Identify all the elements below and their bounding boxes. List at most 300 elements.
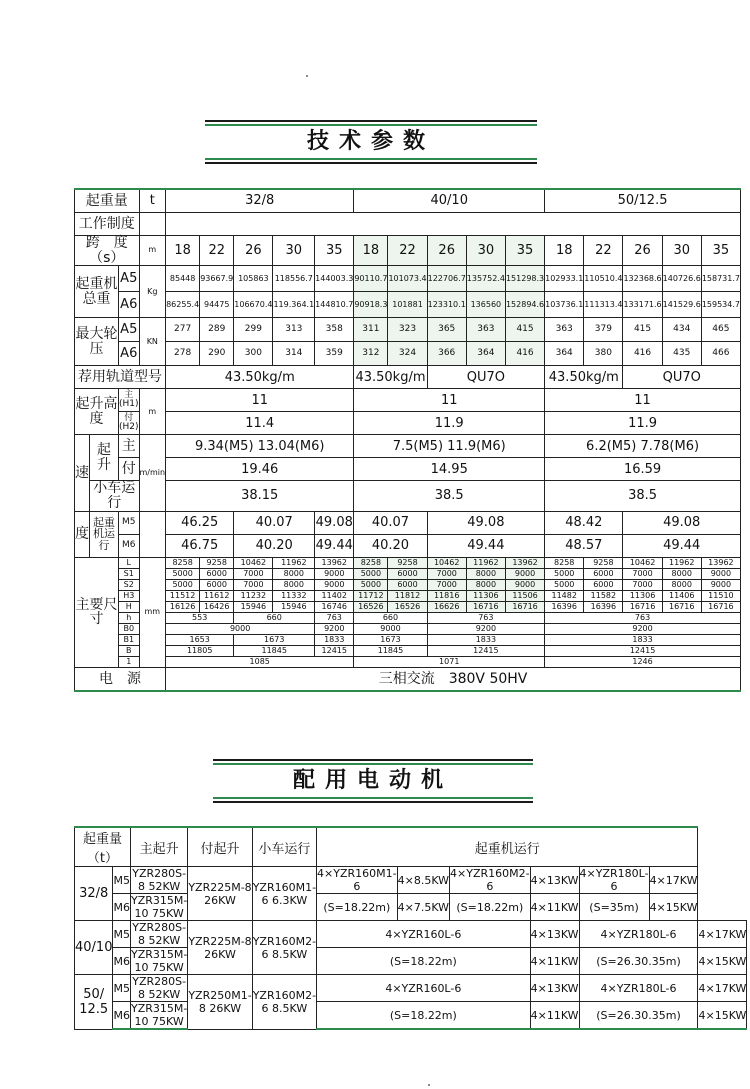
crane-power: 4×15KW bbox=[649, 894, 698, 921]
unit-m: m bbox=[139, 236, 166, 266]
dim-l-value: 11962 bbox=[662, 557, 701, 568]
trolley-value: 38.15 bbox=[166, 481, 354, 511]
header-lifting: 起重量 bbox=[75, 189, 140, 213]
dim-s1-value: 9000 bbox=[315, 568, 354, 579]
dims-label: 主要尺寸 bbox=[75, 557, 119, 667]
main-motor: YZR280S-8 52KW bbox=[132, 975, 187, 1001]
dim-l-value: 9258 bbox=[388, 557, 427, 568]
dim-s1-value: 7000 bbox=[623, 568, 662, 579]
dim-s1-value: 5000 bbox=[354, 568, 388, 579]
dim-s2-value: 9000 bbox=[315, 579, 354, 590]
dim-s1-value: 6000 bbox=[584, 568, 623, 579]
lift-main-value: 7.5(M5) 11.9(M6) bbox=[354, 435, 545, 458]
dim-hh-value: 16526 bbox=[388, 601, 427, 612]
dim-s1-value: 5000 bbox=[545, 568, 584, 579]
dim-hh-value: 16716 bbox=[466, 601, 505, 612]
weight-label: 起重机总重 bbox=[75, 266, 119, 318]
wheel-load-value: 466 bbox=[701, 342, 740, 366]
dim-b1-value: 1833 bbox=[315, 634, 354, 645]
wheel-load-value: 379 bbox=[584, 318, 623, 342]
crane-m5-value: 40.07 bbox=[234, 511, 315, 534]
weight-value: 119.364.1 bbox=[273, 292, 315, 318]
span-value: 30 bbox=[466, 236, 505, 266]
dim-l-value: 11962 bbox=[273, 557, 315, 568]
span-value: 26 bbox=[427, 236, 466, 266]
speed-label-1: 速 bbox=[75, 435, 90, 511]
m5-label: M5 bbox=[119, 511, 140, 534]
weight-value: 159534.7 bbox=[701, 292, 740, 318]
crane-m5-value: 40.07 bbox=[354, 511, 427, 534]
crane-power: 4×11KW bbox=[530, 1002, 579, 1030]
weight-value: 141529.6 bbox=[662, 292, 701, 318]
dim-b-value: 11845 bbox=[354, 645, 427, 656]
dim-s2-value: 6000 bbox=[584, 579, 623, 590]
unit-mm: mm bbox=[139, 557, 166, 667]
dim-l-value: 10462 bbox=[427, 557, 466, 568]
weight-value: 122706.7 bbox=[427, 266, 466, 292]
wheel-load-value: 313 bbox=[273, 318, 315, 342]
weight-value: 136560 bbox=[466, 292, 505, 318]
main-motor: YZR315M-10 75KW bbox=[130, 948, 188, 974]
span-value: 26 bbox=[234, 236, 273, 266]
weight-value: 110510.4 bbox=[584, 266, 623, 292]
lift-aux-value: 14.95 bbox=[354, 458, 545, 481]
dim-h3-value: 11712 bbox=[354, 590, 388, 601]
weight-value: 86255.4 bbox=[166, 292, 200, 318]
dim-l-value: 8258 bbox=[166, 557, 200, 568]
dim-b1-value: 1833 bbox=[545, 634, 741, 645]
lift-main-label: 主 bbox=[119, 435, 140, 458]
wheel-load-value: 365 bbox=[427, 318, 466, 342]
header-trolley: 小车运行 bbox=[252, 827, 316, 867]
dim-l-value: 11962 bbox=[466, 557, 505, 568]
crane-motor: 4×YZR160M2-6 bbox=[450, 867, 530, 893]
dim-h3-value: 11482 bbox=[545, 590, 584, 601]
dim-hh-value: 16716 bbox=[701, 601, 740, 612]
dim-h3-value: 11306 bbox=[466, 590, 505, 601]
dim-h-value: 763 bbox=[545, 612, 741, 623]
m6-label: M6 bbox=[113, 948, 131, 975]
crane-m5-value: 49.08 bbox=[315, 511, 354, 534]
dim-b-value: 11845 bbox=[234, 645, 315, 656]
dim-s2-value: 7000 bbox=[234, 579, 273, 590]
dim-hh-value: 16396 bbox=[545, 601, 584, 612]
dim-s2-value: 5000 bbox=[166, 579, 200, 590]
dim-hh-value: 16716 bbox=[505, 601, 544, 612]
dim-b1-value: 1673 bbox=[234, 634, 315, 645]
crane-power: 4×17KW bbox=[698, 975, 747, 1002]
dim-b0-value: 9200 bbox=[545, 623, 741, 634]
weight-value: 93667.9 bbox=[200, 266, 234, 292]
h-main-value: 11 bbox=[545, 389, 741, 412]
dim-l-value: 13962 bbox=[505, 557, 544, 568]
dim-b0-value: 9200 bbox=[315, 623, 354, 634]
class-cell bbox=[75, 975, 113, 1030]
wheel-load-value: 363 bbox=[545, 318, 584, 342]
m6-label: M6 bbox=[113, 1002, 131, 1030]
dim-h3-value: 11406 bbox=[662, 590, 701, 601]
a6-label: A6 bbox=[119, 292, 140, 318]
crane-power: 4×11KW bbox=[530, 894, 579, 921]
rail-value: QU7O bbox=[623, 366, 741, 389]
a5-label: A5 bbox=[119, 266, 140, 292]
dim-h3-value: 11816 bbox=[427, 590, 466, 601]
dim-h3-value: 11232 bbox=[234, 590, 273, 601]
lift-aux-value: 19.46 bbox=[166, 458, 354, 481]
span-value: 18 bbox=[545, 236, 584, 266]
rail-value: QU7O bbox=[427, 366, 545, 389]
wheel-load-value: 324 bbox=[388, 342, 427, 366]
weight-value: 102933.1 bbox=[545, 266, 584, 292]
speed-label-2: 度 bbox=[75, 511, 90, 557]
wheel-load-value: 289 bbox=[200, 318, 234, 342]
crane-power: 4×15KW bbox=[698, 948, 747, 975]
wheel-load-value: 323 bbox=[388, 318, 427, 342]
crane-m5-value: 48.42 bbox=[545, 511, 623, 534]
weight-value: 140726.6 bbox=[662, 266, 701, 292]
weight-value: 158731.7 bbox=[701, 266, 740, 292]
h-main-value: 11 bbox=[354, 389, 545, 412]
dim-b-value: 12415 bbox=[545, 645, 741, 656]
wheel-load-value: 363 bbox=[466, 318, 505, 342]
span-value: 22 bbox=[200, 236, 234, 266]
aux-motor: YZR225M-8 26KW bbox=[188, 867, 252, 921]
dim-1-value: 1246 bbox=[545, 656, 741, 667]
dim-hh-value: 16746 bbox=[315, 601, 354, 612]
trolley-value: 38.5 bbox=[354, 481, 545, 511]
main-h-label: 主(H1) bbox=[119, 389, 140, 412]
dim-1-value: 1085 bbox=[166, 656, 354, 667]
dim-key: h bbox=[119, 612, 140, 623]
wheel-load-value: 465 bbox=[701, 318, 740, 342]
dim-1-value: 1071 bbox=[354, 656, 545, 667]
m6-label: M6 bbox=[119, 534, 140, 557]
motor-table bbox=[74, 826, 747, 1030]
a6-label: A6 bbox=[119, 342, 140, 366]
section-title: 配用电动机 bbox=[292, 768, 453, 793]
weight-value: 152894.6 bbox=[505, 292, 544, 318]
dim-s1-value: 9000 bbox=[701, 568, 740, 579]
m6-label: M6 bbox=[113, 894, 131, 921]
weight-value: 135752.4 bbox=[466, 266, 505, 292]
dim-h-value: 763 bbox=[315, 612, 354, 623]
dim-b0-value: 9000 bbox=[166, 623, 315, 634]
class-part: 50/ bbox=[83, 986, 105, 1002]
weight-value: 151298.3 bbox=[505, 266, 544, 292]
dim-h-value: 660 bbox=[234, 612, 315, 623]
dim-key: H3 bbox=[119, 590, 140, 601]
tech-params-table bbox=[74, 188, 741, 692]
crane-power: 4×13KW bbox=[530, 921, 579, 948]
wheel-load-value: 290 bbox=[200, 342, 234, 366]
m5-label: M5 bbox=[113, 867, 131, 894]
weight-value: 106670.4 bbox=[234, 292, 273, 318]
crane-power: 4×7.5KW bbox=[397, 894, 449, 921]
rail-value: 43.50kg/m bbox=[545, 366, 623, 389]
crane-m6-value: 40.20 bbox=[234, 534, 315, 557]
span-value: 35 bbox=[701, 236, 740, 266]
weight-value: 85448 bbox=[166, 266, 200, 292]
dim-s1-value: 7000 bbox=[234, 568, 273, 579]
crane-m5-value: 46.25 bbox=[166, 511, 234, 534]
span-value: 30 bbox=[662, 236, 701, 266]
dim-s2-value: 9000 bbox=[701, 579, 740, 590]
crane-power: 4×13KW bbox=[530, 975, 579, 1002]
span-value: 35 bbox=[505, 236, 544, 266]
h-aux-value: 11.9 bbox=[354, 412, 545, 435]
dim-s2-value: 8000 bbox=[273, 579, 315, 590]
header-aux: 付起升 bbox=[188, 827, 252, 867]
dim-hh-value: 16626 bbox=[427, 601, 466, 612]
wheel-load-value: 364 bbox=[545, 342, 584, 366]
speck bbox=[306, 75, 308, 77]
span-value: 30 bbox=[273, 236, 315, 266]
dim-s2-value: 9000 bbox=[505, 579, 544, 590]
dim-hh-value: 16396 bbox=[584, 601, 623, 612]
dim-l-value: 13962 bbox=[701, 557, 740, 568]
trolley-label: 小车运行 bbox=[90, 481, 140, 511]
weight-value: 101073.4 bbox=[388, 266, 427, 292]
speck bbox=[428, 1084, 430, 1086]
main-motor: YZR315M-10 75KW bbox=[130, 1002, 188, 1028]
span-value: 26 bbox=[623, 236, 662, 266]
wheel-load-value: 366 bbox=[427, 342, 466, 366]
dim-key: H bbox=[119, 601, 140, 612]
crane-m6-value: 46.75 bbox=[166, 534, 234, 557]
weight-value: 90110.7 bbox=[354, 266, 388, 292]
wheel-load-value: 300 bbox=[234, 342, 273, 366]
unit-m: m bbox=[139, 389, 166, 435]
weight-value: 144810.7 bbox=[315, 292, 354, 318]
span-label: 跨 度（s） bbox=[75, 236, 140, 266]
rail-value: 43.50kg/m bbox=[166, 366, 354, 389]
dim-s2-value: 6000 bbox=[200, 579, 234, 590]
lift-label: 起 升 bbox=[90, 435, 119, 481]
crane-m6-value: 40.20 bbox=[354, 534, 427, 557]
span-value: 35 bbox=[315, 236, 354, 266]
dim-b-value: 12415 bbox=[427, 645, 545, 656]
wheel-load-value: 416 bbox=[505, 342, 544, 366]
dim-hh-value: 16716 bbox=[623, 601, 662, 612]
h-aux-value: 11.9 bbox=[545, 412, 741, 435]
aux-motor: YZR225M-8 26KW bbox=[188, 921, 252, 975]
power-value: 三相交流 380V 50HV bbox=[166, 667, 741, 691]
dim-key: 1 bbox=[119, 656, 140, 667]
dim-s1-value: 9000 bbox=[505, 568, 544, 579]
dim-l-value: 8258 bbox=[545, 557, 584, 568]
weight-value: 105863 bbox=[234, 266, 273, 292]
dim-s1-value: 8000 bbox=[662, 568, 701, 579]
wheel-load-value: 358 bbox=[315, 318, 354, 342]
wheel-load-value: 299 bbox=[234, 318, 273, 342]
unit-t: t bbox=[139, 189, 166, 213]
weight-value: 123310.1 bbox=[427, 292, 466, 318]
weight-value: 144003.3 bbox=[315, 266, 354, 292]
dim-s1-value: 6000 bbox=[200, 568, 234, 579]
h-aux-value: 11.4 bbox=[166, 412, 354, 435]
wheel-load-value: 434 bbox=[662, 318, 701, 342]
dim-hh-value: 16126 bbox=[166, 601, 200, 612]
crane-motor: 4×YZR180L-6 bbox=[579, 921, 698, 948]
main-motor: YZR280S-8 52KW bbox=[132, 921, 187, 947]
dim-hh-value: 16426 bbox=[200, 601, 234, 612]
dim-s2-value: 7000 bbox=[427, 579, 466, 590]
dim-h3-value: 11332 bbox=[273, 590, 315, 601]
main-motor: YZR315M-10 75KW bbox=[130, 894, 188, 920]
dim-hh-value: 15946 bbox=[234, 601, 273, 612]
dim-key: B1 bbox=[119, 634, 140, 645]
dim-b1-value: 1833 bbox=[427, 634, 545, 645]
crane-power: 4×8.5KW bbox=[397, 867, 449, 894]
wheel-load-value: 416 bbox=[623, 342, 662, 366]
crane-label: 起重机运行 bbox=[90, 511, 119, 557]
aux-h-label: 付(H2) bbox=[119, 412, 140, 435]
dim-hh-value: 16526 bbox=[354, 601, 388, 612]
dim-h3-value: 11306 bbox=[623, 590, 662, 601]
class-50-12-5: 50/12.5 bbox=[545, 189, 741, 213]
weight-value: 132368.6 bbox=[623, 266, 662, 292]
dim-l-value: 8258 bbox=[354, 557, 388, 568]
aux-motor: YZR250M1-8 26KW bbox=[188, 975, 252, 1030]
crane-motor: 4×YZR180L-6 bbox=[579, 975, 698, 1002]
dim-hh-value: 15946 bbox=[273, 601, 315, 612]
dim-s2-value: 8000 bbox=[662, 579, 701, 590]
dim-s1-value: 7000 bbox=[427, 568, 466, 579]
dim-h3-value: 11510 bbox=[701, 590, 740, 601]
trolley-motor: YZR160M1-6 6.3KW bbox=[252, 867, 316, 921]
rail-value: 43.50kg/m bbox=[354, 366, 427, 389]
wheel-load-value: 312 bbox=[354, 342, 388, 366]
rail-label: 荐用轨道型号 bbox=[75, 366, 166, 389]
unit-mmin: m/min bbox=[139, 435, 166, 511]
dim-s2-value: 5000 bbox=[545, 579, 584, 590]
lift-aux-value: 16.59 bbox=[545, 458, 741, 481]
dim-h3-value: 11612 bbox=[200, 590, 234, 601]
dim-h3-value: 11582 bbox=[584, 590, 623, 601]
dim-l-value: 10462 bbox=[234, 557, 273, 568]
unit-kn: KN bbox=[139, 318, 166, 366]
weight-value: 111313.4 bbox=[584, 292, 623, 318]
crane-power: 4×11KW bbox=[530, 948, 579, 975]
class-40-10: 40/10 bbox=[354, 189, 545, 213]
dim-h-value: 660 bbox=[354, 612, 427, 623]
dim-key: S2 bbox=[119, 579, 140, 590]
header-lift: 起重量（t） bbox=[75, 827, 131, 867]
section-title-band bbox=[213, 757, 533, 805]
dim-h3-value: 11512 bbox=[166, 590, 200, 601]
weight-value: 133171.6 bbox=[623, 292, 662, 318]
crane-span: (S=35m) bbox=[579, 894, 649, 921]
dim-l-value: 9258 bbox=[584, 557, 623, 568]
crane-m5-value: 49.08 bbox=[427, 511, 545, 534]
wheel-load-value: 359 bbox=[315, 342, 354, 366]
wheel-label: 最大轮压 bbox=[75, 318, 119, 366]
weight-value: 101881 bbox=[388, 292, 427, 318]
dim-key: B bbox=[119, 645, 140, 656]
lift-main-value: 9.34(M5) 13.04(M6) bbox=[166, 435, 354, 458]
wheel-load-value: 415 bbox=[505, 318, 544, 342]
wheel-load-value: 277 bbox=[166, 318, 200, 342]
span-value: 22 bbox=[584, 236, 623, 266]
crane-span: (S=26.30.35m) bbox=[579, 948, 698, 975]
crane-power: 4×13KW bbox=[530, 867, 579, 894]
main-motor: YZR280S-8 52KW bbox=[132, 867, 187, 893]
section-title: 技术参数 bbox=[306, 129, 435, 154]
crane-power: 4×17KW bbox=[698, 921, 747, 948]
crane-motor: 4×YZR160L-6 bbox=[317, 921, 531, 948]
wheel-load-value: 380 bbox=[584, 342, 623, 366]
trolley-value: 38.5 bbox=[545, 481, 741, 511]
weight-value: 94475 bbox=[200, 292, 234, 318]
crane-power: 4×17KW bbox=[649, 867, 698, 894]
dim-h-value: 763 bbox=[427, 612, 545, 623]
trolley-motor: YZR160M2-6 8.5KW bbox=[252, 921, 316, 975]
dim-l-value: 13962 bbox=[315, 557, 354, 568]
power-label: 电 源 bbox=[75, 667, 166, 691]
dim-b-value: 11805 bbox=[166, 645, 234, 656]
h-main-value: 11 bbox=[166, 389, 354, 412]
weight-value: 103736.1 bbox=[545, 292, 584, 318]
wheel-load-value: 435 bbox=[662, 342, 701, 366]
crane-span: (S=18.22m) bbox=[317, 1002, 531, 1030]
dim-key: S1 bbox=[119, 568, 140, 579]
crane-m5-value: 49.08 bbox=[623, 511, 741, 534]
lift-aux-label: 付 bbox=[119, 458, 140, 481]
a5-label: A5 bbox=[119, 318, 140, 342]
dim-s1-value: 8000 bbox=[466, 568, 505, 579]
class-part: 12.5 bbox=[79, 1001, 109, 1017]
crane-m6-value: 49.44 bbox=[315, 534, 354, 557]
m5-label: M5 bbox=[113, 975, 131, 1002]
dim-key: B0 bbox=[119, 623, 140, 634]
crane-m6-value: 49.44 bbox=[427, 534, 545, 557]
weight-value: 118556.7 bbox=[273, 266, 315, 292]
m5-label: M5 bbox=[113, 921, 131, 948]
span-value: 18 bbox=[166, 236, 200, 266]
header-crane: 起重机运行 bbox=[317, 827, 698, 867]
height-label: 起升高度 bbox=[75, 389, 119, 435]
wheel-load-value: 415 bbox=[623, 318, 662, 342]
dim-s1-value: 5000 bbox=[166, 568, 200, 579]
wheel-load-value: 278 bbox=[166, 342, 200, 366]
class-cell: 40/10 bbox=[75, 921, 113, 975]
class-cell: 32/8 bbox=[75, 867, 113, 921]
dim-b-value: 12415 bbox=[315, 645, 354, 656]
dim-s1-value: 6000 bbox=[388, 568, 427, 579]
crane-motor: 4×YZR160L-6 bbox=[317, 975, 531, 1002]
crane-m6-value: 49.44 bbox=[623, 534, 741, 557]
crane-m6-value: 48.57 bbox=[545, 534, 623, 557]
section-title-band bbox=[205, 118, 537, 166]
weight-value: 90918.3 bbox=[354, 292, 388, 318]
crane-span: (S=18.22m) bbox=[317, 894, 398, 921]
dim-h3-value: 11812 bbox=[388, 590, 427, 601]
span-value: 22 bbox=[388, 236, 427, 266]
dim-l-value: 9258 bbox=[200, 557, 234, 568]
dim-b0-value: 9200 bbox=[427, 623, 545, 634]
crane-motor: 4×YZR160M1-6 bbox=[317, 867, 397, 893]
dim-s1-value: 8000 bbox=[273, 568, 315, 579]
dim-b0-value: 9000 bbox=[354, 623, 427, 634]
duty-label: 工作制度 bbox=[75, 213, 140, 236]
header-main: 主起升 bbox=[130, 827, 187, 867]
dim-hh-value: 16716 bbox=[662, 601, 701, 612]
span-value: 18 bbox=[354, 236, 388, 266]
crane-span: (S=26.30.35m) bbox=[579, 1002, 698, 1030]
dim-s2-value: 7000 bbox=[623, 579, 662, 590]
crane-span: (S=18.22m) bbox=[317, 948, 531, 975]
crane-motor: 4×YZR180L-6 bbox=[579, 867, 649, 893]
